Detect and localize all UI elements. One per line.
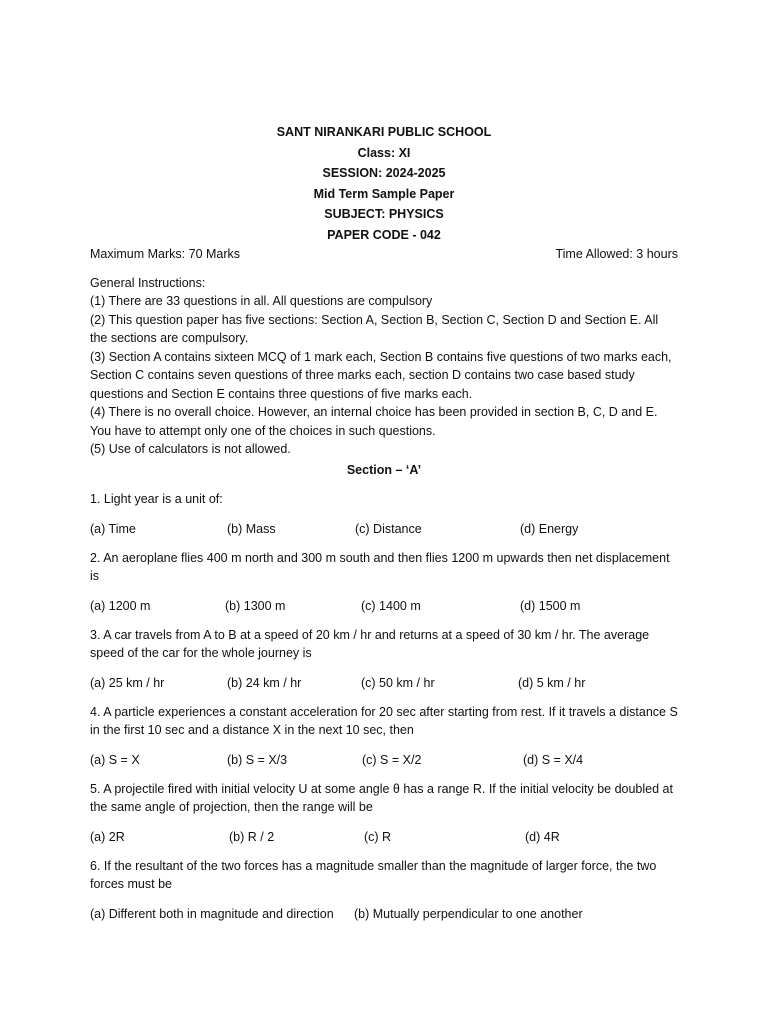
time-allowed: Time Allowed: 3 hours [555, 247, 678, 261]
marks-time-row [90, 245, 678, 264]
subject-label: SUBJECT: PHYSICS [324, 207, 444, 221]
option-c: (c) S = X/2 [362, 752, 422, 767]
question-1 [90, 490, 678, 509]
option-d: (d) Energy [520, 521, 579, 536]
question-text: 3. A car travels from A to B at a speed of 20 km / hr and returns at a speed of 30 km / hr. The average speed of the car for the whole journey is [90, 627, 650, 660]
question-1-options [90, 520, 678, 538]
class-label: Class: XI [357, 145, 411, 160]
option-b: (b) R / 2 [229, 829, 275, 844]
question-6 [90, 857, 678, 894]
instruction-item: (3) Section A contains sixteen MCQ of 1 mark each, Section B contains five questions of two marks each, Section C contains seven questions of three marks each, section D contains two case based study questions and Section E contains three questions of five marks each. [90, 349, 672, 401]
option-d: (d) 1500 m [520, 598, 581, 613]
instruction-item: (5) Use of calculators is not allowed. [90, 442, 291, 456]
exam-paper [90, 122, 678, 923]
option-a: (a) Different both in magnitude and direction [90, 906, 334, 921]
paper-title: Mid Term Sample Paper [313, 186, 455, 201]
question-5 [90, 780, 678, 817]
option-a: (a) 2R [90, 829, 125, 844]
question-text: 4. A particle experiences a constant acceleration for 20 sec after starting from rest. If it travels a distance S in the first 10 sec and a distance X in the next 10 sec, then [90, 704, 678, 737]
option-a: (a) Time [90, 521, 136, 536]
question-4 [90, 703, 678, 740]
question-text: 2. An aeroplane flies 400 m north and 300 m south and then flies 1200 m upwards then net displacement is [90, 550, 670, 583]
max-marks: Maximum Marks: 70 Marks [90, 247, 241, 261]
question-text: 5. A projectile fired with initial velocity U at some angle θ has a range R. If the initial velocity be doubled at the same angle of projection, then the range will be [90, 781, 673, 814]
instruction-item: (1) There are 33 questions in all. All questions are compulsory [90, 294, 433, 308]
option-b: (b) 24 km / hr [227, 675, 302, 690]
option-c: (c) R [364, 829, 392, 844]
question-6-options [90, 905, 678, 923]
instruction-item: (2) This question paper has five sections: Section A, Section B, Section C, Section D and Section E. All the sections are compulsory. [90, 312, 659, 345]
question-4-options [90, 751, 678, 769]
option-a: (a) S = X [90, 752, 140, 767]
option-c: (c) 50 km / hr [361, 675, 435, 690]
question-text: 1. Light year is a unit of: [90, 492, 223, 506]
session-label: SESSION: 2024-2025 [322, 166, 446, 180]
question-2-options [90, 597, 678, 615]
option-d: (d) 4R [525, 829, 560, 844]
option-b: (b) 1300 m [225, 598, 286, 613]
question-5-options [90, 828, 678, 846]
option-d: (d) 5 km / hr [518, 675, 586, 690]
option-a: (a) 1200 m [90, 598, 151, 613]
school-name: SANT NIRANKARI PUBLIC SCHOOL [276, 125, 492, 139]
question-text: 6. If the resultant of the two forces has a magnitude smaller than the magnitude of larger force, the two forces must be [90, 858, 657, 891]
option-a: (a) 25 km / hr [90, 675, 165, 690]
instructions-title: General Instructions: [90, 275, 206, 290]
option-b: (b) Mutually perpendicular to one another [354, 906, 583, 921]
paper-code: PAPER CODE - 042 [327, 227, 441, 242]
option-d: (d) S = X/4 [523, 752, 584, 767]
question-3 [90, 626, 678, 663]
question-2 [90, 549, 678, 586]
option-b: (b) Mass [227, 521, 276, 536]
option-b: (b) S = X/3 [227, 752, 288, 767]
general-instructions [90, 274, 678, 459]
instruction-item: (4) There is no overall choice. However, an internal choice has been provided in section B, C, D and E. You have to attempt only one of the choices in such questions. [90, 405, 658, 438]
option-c: (c) Distance [355, 521, 422, 536]
question-3-options [90, 674, 678, 692]
paper-header [90, 122, 678, 245]
section-a-title: Section – ‘A’ [346, 462, 422, 477]
option-c: (c) 1400 m [361, 598, 421, 613]
